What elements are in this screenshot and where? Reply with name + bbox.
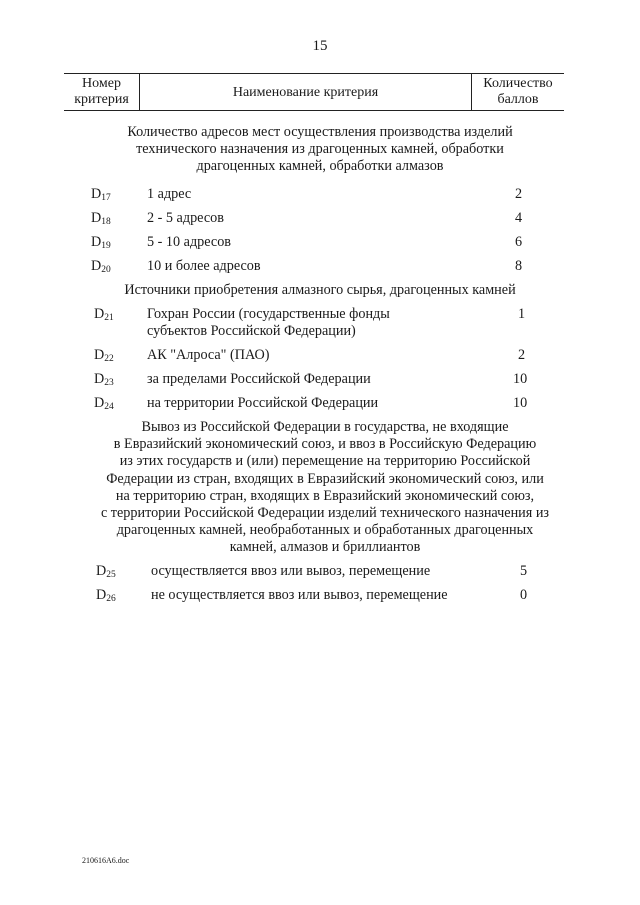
criterion-code: $D_{25}$ — [96, 563, 116, 580]
criterion-code: $D_{19}$ — [91, 234, 111, 251]
section-title-addresses: Количество адресов мест осуществления производства изделий технического назначения из драгоценных камней, обработки драгоценных камней, обработки алмазов — [127, 124, 513, 175]
criterion-label: Гохран России (государственные фонды субъектов Российской Федерации) — [147, 306, 390, 340]
criterion-score: 2 — [518, 347, 526, 363]
criterion-code: $D_{17}$ — [91, 186, 111, 203]
criterion-code: $D_{23}$ — [94, 371, 114, 388]
criterion-score: 5 — [520, 563, 528, 579]
criterion-score: 8 — [515, 258, 523, 274]
criterion-score: 10 — [513, 371, 528, 387]
criterion-label: не осуществляется ввоз или вывоз, перемещение — [151, 587, 448, 603]
table-header — [64, 73, 564, 111]
criterion-label: 10 и более адресов — [147, 258, 261, 274]
header-col-score: Количество баллов — [483, 76, 553, 107]
criterion-score: 1 — [518, 306, 526, 322]
section-title-export-import: Вывоз из Российской Федерации в государства, не входящие в Евразийский экономический союз, и ввоз в Российскую Федерацию из этих государств и (или) перемещение на территорию Российской Федерации из стран, входящих в Евразийский экономический союз, или на территорию стран, входящих в Евразийский экономический союз, с территории Российской Федерации изделий технического назначения из драгоценных камней, необработанных и обработанных драгоценных камней, алмазов и бриллиантов — [100, 419, 550, 556]
criterion-score: 10 — [513, 395, 528, 411]
criterion-score: 4 — [515, 210, 523, 226]
header-col-number: Номер критерия — [74, 76, 129, 107]
criterion-code: $D_{21}$ — [94, 306, 114, 323]
criterion-label: АК "Алроса" (ПАО) — [147, 347, 270, 363]
criterion-code: $D_{22}$ — [94, 347, 114, 364]
criterion-score: 6 — [515, 234, 523, 250]
criterion-code: $D_{26}$ — [96, 587, 116, 604]
section-title-sources: Источники приобретения алмазного сырья, драгоценных камней — [124, 282, 516, 298]
criterion-code: $D_{18}$ — [91, 210, 111, 227]
criterion-score: 0 — [520, 587, 528, 603]
criterion-label: осуществляется ввоз или вывоз, перемещение — [151, 563, 431, 579]
criterion-label: 5 - 10 адресов — [147, 234, 231, 250]
criterion-code: $D_{20}$ — [91, 258, 111, 275]
criterion-label: 1 адрес — [147, 186, 192, 202]
header-col-name: Наименование критерия — [232, 85, 379, 100]
criterion-code: $D_{24}$ — [94, 395, 114, 412]
criterion-label: 2 - 5 адресов — [147, 210, 224, 226]
criterion-label: на территории Российской Федерации — [147, 395, 379, 411]
document-filename: 210616A6.doc — [82, 856, 130, 865]
criterion-label: за пределами Российской Федерации — [147, 371, 371, 387]
page-number: 15 — [312, 38, 328, 54]
criterion-score: 2 — [515, 186, 523, 202]
